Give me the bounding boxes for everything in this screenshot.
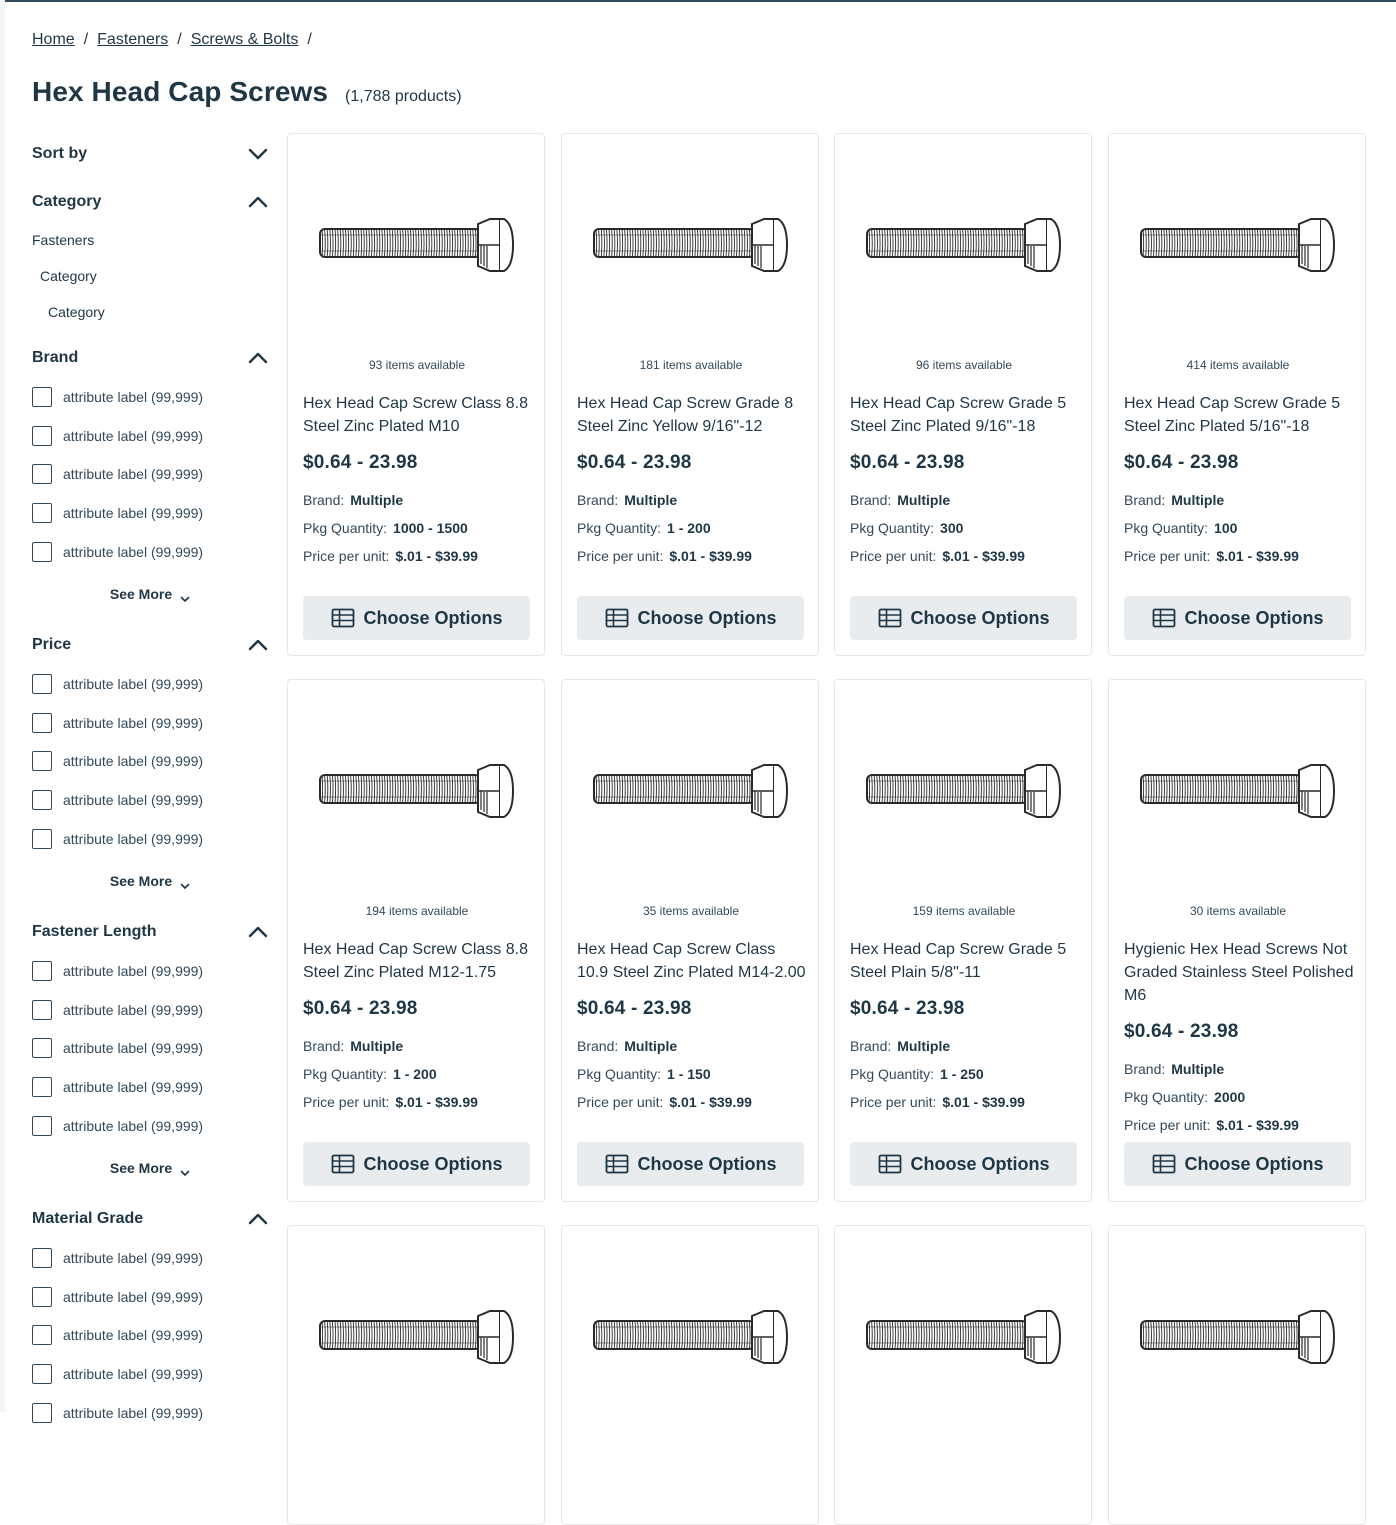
brand-label: Brand:	[850, 492, 892, 508]
product-name[interactable]: Hex Head Cap Screw Grade 5 Steel Zinc Plated 9/16"-18	[850, 395, 1067, 435]
unit-price-value: $.01 - $39.99	[942, 1094, 1025, 1110]
unit-price-label: Price per unit:	[1124, 548, 1211, 564]
facet-option-label: attribute label (99,999)	[63, 1117, 204, 1134]
top-border	[0, 0, 1396, 2]
facet-option-label: attribute label (99,999)	[63, 1288, 204, 1305]
brand-value: Multiple	[624, 492, 678, 508]
pkg-qty-value: 1 - 250	[940, 1066, 984, 1082]
availability-text: 30 items available	[1189, 904, 1287, 918]
table-grid-icon	[605, 1154, 629, 1174]
brand-row	[1124, 492, 1224, 508]
brand-row	[850, 492, 950, 508]
checkbox[interactable]	[32, 751, 52, 771]
brand-row	[577, 492, 677, 508]
chevron-down-icon	[180, 877, 190, 884]
brand-label: Brand:	[577, 492, 619, 508]
checkbox[interactable]	[32, 1325, 52, 1345]
facet-option-label: attribute label (99,999)	[63, 830, 204, 847]
pkg-qty-row	[303, 1066, 437, 1082]
facet-option[interactable]	[32, 1068, 268, 1107]
product-price: $0.64 - 23.98	[577, 452, 692, 473]
checkbox[interactable]	[32, 503, 52, 523]
see-more-label: See More	[109, 1159, 173, 1176]
facet-option-label: attribute label (99,999)	[63, 963, 204, 980]
pkg-qty-row	[1124, 1089, 1245, 1105]
product-card[interactable]	[561, 679, 819, 1202]
checkbox[interactable]	[32, 1038, 52, 1058]
facet-option-label: attribute label (99,999)	[63, 1250, 204, 1267]
category-label: Category	[32, 193, 102, 210]
see-more-button[interactable]	[32, 858, 268, 904]
checkbox[interactable]	[32, 674, 52, 694]
facet-option-label: attribute label (99,999)	[63, 1001, 204, 1018]
pkg-qty-label: Pkg Quantity:	[850, 1066, 935, 1082]
breadcrumb	[32, 31, 321, 49]
pkg-qty-row	[1124, 520, 1237, 536]
facet-group	[32, 338, 268, 617]
chevron-up-icon	[248, 196, 268, 208]
unit-price-label: Price per unit:	[1124, 1117, 1211, 1133]
choose-options-label: Choose Options	[637, 607, 777, 628]
unit-price-value: $.01 - $39.99	[1216, 1117, 1299, 1133]
pkg-qty-value: 1 - 200	[667, 520, 711, 536]
product-card[interactable]	[1108, 1225, 1366, 1525]
category-item[interactable]: Category	[48, 304, 105, 320]
unit-price-row	[577, 548, 752, 564]
product-name[interactable]: Hygienic Hex Head Screws Not Graded Stainless Steel Polished M6	[1124, 941, 1354, 1004]
facet-option-label: attribute label (99,999)	[63, 1079, 204, 1096]
breadcrumb-screws-bolts[interactable]: Screws & Bolts	[190, 31, 299, 48]
unit-price-value: $.01 - $39.99	[669, 1094, 752, 1110]
product-price: $0.64 - 23.98	[303, 998, 418, 1019]
chevron-up-icon	[248, 352, 268, 364]
pkg-qty-value: 300	[940, 520, 964, 536]
see-more-label: See More	[109, 585, 173, 602]
left-gutter	[0, 0, 5, 1412]
facet-group	[32, 1199, 268, 1432]
facet-option-label: attribute label (99,999)	[63, 389, 204, 406]
pkg-qty-label: Pkg Quantity:	[1124, 1089, 1209, 1105]
product-name[interactable]: Hex Head Cap Screw Class 8.8 Steel Zinc Plated M10	[303, 395, 528, 435]
choose-options-button[interactable]	[1124, 1142, 1351, 1186]
facet-option[interactable]	[32, 991, 268, 1030]
unit-price-label: Price per unit:	[577, 1094, 664, 1110]
product-image[interactable]	[1109, 1226, 1367, 1446]
availability-text: 159 items available	[912, 904, 1016, 918]
table-grid-icon	[331, 608, 355, 628]
choose-options-label: Choose Options	[363, 607, 503, 628]
facet-option[interactable]	[32, 819, 268, 858]
product-card[interactable]	[834, 679, 1092, 1202]
brand-value: Multiple	[1171, 492, 1225, 508]
product-card[interactable]	[834, 1225, 1092, 1525]
product-name[interactable]: Hex Head Cap Screw Grade 5 Steel Plain 5/8"-11	[850, 941, 1067, 981]
choose-options-label: Choose Options	[910, 607, 1050, 628]
facet-toggle[interactable]	[32, 912, 268, 952]
brand-label: Brand:	[1124, 1061, 1166, 1077]
facet-option[interactable]	[32, 417, 268, 456]
brand-row	[1124, 1061, 1224, 1077]
pkg-qty-row	[850, 520, 963, 536]
product-image[interactable]	[1109, 134, 1367, 354]
checkbox[interactable]	[32, 713, 52, 733]
product-image[interactable]	[562, 680, 820, 900]
unit-price-row	[577, 1094, 752, 1110]
unit-price-label: Price per unit:	[303, 1094, 390, 1110]
product-name[interactable]: Hex Head Cap Screw Grade 8 Steel Zinc Yellow 9/16"-12	[577, 395, 794, 435]
checkbox[interactable]	[32, 1287, 52, 1307]
facet-option-label: attribute label (99,999)	[63, 543, 204, 560]
facet-option-label: attribute label (99,999)	[63, 1327, 204, 1344]
table-grid-icon	[331, 1154, 355, 1174]
brand-label: Brand:	[303, 492, 345, 508]
pkg-qty-value: 2000	[1214, 1089, 1246, 1105]
checkbox[interactable]	[32, 426, 52, 446]
sort-by-toggle[interactable]	[32, 134, 268, 174]
choose-options-label: Choose Options	[363, 1153, 503, 1174]
facet-option[interactable]	[32, 742, 268, 781]
product-price: $0.64 - 23.98	[850, 452, 965, 473]
table-grid-icon	[605, 608, 629, 628]
product-name[interactable]: Hex Head Cap Screw Grade 5 Steel Zinc Plated 5/16"-18	[1124, 395, 1341, 435]
table-grid-icon	[878, 1154, 902, 1174]
choose-options-label: Choose Options	[637, 1153, 777, 1174]
facet-group	[32, 625, 268, 904]
brand-value: Multiple	[1171, 1061, 1225, 1077]
category-toggle[interactable]	[32, 182, 268, 222]
product-price: $0.64 - 23.98	[1124, 1021, 1239, 1042]
checkbox[interactable]	[32, 464, 52, 484]
facet-option[interactable]	[32, 1316, 268, 1355]
brand-row	[303, 492, 403, 508]
breadcrumb-fasteners[interactable]: Fasteners	[97, 31, 169, 48]
unit-price-row	[1124, 548, 1299, 564]
facet-option[interactable]	[32, 665, 268, 704]
chevron-down-icon	[248, 148, 268, 160]
brand-label: Brand:	[577, 1038, 619, 1054]
product-image[interactable]	[288, 1226, 546, 1446]
product-price: $0.64 - 23.98	[1124, 452, 1239, 473]
unit-price-row	[303, 1094, 478, 1110]
unit-price-label: Price per unit:	[577, 548, 664, 564]
pkg-qty-label: Pkg Quantity:	[850, 520, 935, 536]
facet-option[interactable]	[32, 494, 268, 533]
product-card[interactable]	[561, 1225, 819, 1525]
unit-price-row	[1124, 1117, 1299, 1133]
unit-price-value: $.01 - $39.99	[395, 548, 478, 564]
see-more-button[interactable]	[32, 1145, 268, 1191]
facet-option[interactable]	[32, 1355, 268, 1394]
facet-label: Brand	[32, 349, 79, 366]
choose-options-button[interactable]	[850, 596, 1077, 640]
choose-options-label: Choose Options	[910, 1153, 1050, 1174]
unit-price-label: Price per unit:	[850, 548, 937, 564]
facet-option[interactable]	[32, 1393, 268, 1432]
product-image[interactable]	[288, 680, 546, 900]
pkg-qty-label: Pkg Quantity:	[1124, 520, 1209, 536]
checkbox[interactable]	[32, 1248, 52, 1268]
breadcrumb-separator: /	[177, 31, 182, 48]
facet-option-label: attribute label (99,999)	[63, 1040, 204, 1057]
facet-option[interactable]	[32, 532, 268, 571]
availability-text: 35 items available	[642, 904, 740, 918]
product-card[interactable]	[834, 133, 1092, 656]
facet-option[interactable]	[32, 1278, 268, 1317]
product-image[interactable]	[835, 1226, 1093, 1446]
checkbox[interactable]	[32, 542, 52, 562]
brand-row	[303, 1038, 403, 1054]
checkbox[interactable]	[32, 387, 52, 407]
product-price: $0.64 - 23.98	[577, 998, 692, 1019]
pkg-qty-label: Pkg Quantity:	[577, 520, 662, 536]
facet-label: Fastener Length	[32, 922, 157, 940]
availability-text: 96 items available	[915, 358, 1013, 372]
facet-option-label: attribute label (99,999)	[63, 466, 204, 483]
see-more-label: See More	[109, 872, 173, 889]
pkg-qty-value: 1000 - 1500	[393, 520, 468, 536]
choose-options-button[interactable]	[1124, 596, 1351, 640]
product-name[interactable]: Hex Head Cap Screw Class 8.8 Steel Zinc Plated M12-1.75	[303, 941, 528, 981]
see-more-button[interactable]	[32, 571, 268, 617]
facet-group	[32, 912, 268, 1191]
availability-text: 194 items available	[365, 904, 469, 918]
availability-text: 93 items available	[368, 358, 466, 372]
unit-price-value: $.01 - $39.99	[1216, 548, 1299, 564]
facet-option[interactable]	[32, 378, 268, 417]
pkg-qty-value: 1 - 200	[393, 1066, 437, 1082]
facet-option[interactable]	[32, 455, 268, 494]
facet-option-label: attribute label (99,999)	[63, 676, 204, 693]
sort-by-label: Sort by	[32, 145, 88, 162]
product-image[interactable]	[562, 134, 820, 354]
unit-price-value: $.01 - $39.99	[669, 548, 752, 564]
pkg-qty-value: 100	[1214, 520, 1238, 536]
choose-options-button[interactable]	[577, 596, 804, 640]
checkbox[interactable]	[32, 1403, 52, 1423]
table-grid-icon	[1152, 608, 1176, 628]
unit-price-label: Price per unit:	[850, 1094, 937, 1110]
chevron-up-icon	[248, 926, 268, 938]
facet-option-label: attribute label (99,999)	[63, 505, 204, 522]
facet-toggle[interactable]	[32, 625, 268, 665]
facet-label: Material Grade	[32, 1209, 144, 1227]
product-name[interactable]: Hex Head Cap Screw Class 10.9 Steel Zinc Plated M14-2.00	[577, 941, 806, 981]
unit-price-value: $.01 - $39.99	[395, 1094, 478, 1110]
brand-value: Multiple	[624, 1038, 678, 1054]
table-grid-icon	[878, 608, 902, 628]
unit-price-row	[850, 548, 1025, 564]
brand-row	[577, 1038, 677, 1054]
availability-text: 181 items available	[639, 358, 743, 372]
product-count: (1,788 products)	[345, 88, 462, 105]
facet-option[interactable]	[32, 1239, 268, 1278]
facet-option-label: attribute label (99,999)	[63, 753, 204, 770]
facet-option-label: attribute label (99,999)	[63, 1365, 204, 1382]
brand-label: Brand:	[850, 1038, 892, 1054]
table-grid-icon	[1152, 1154, 1176, 1174]
facet-option[interactable]	[32, 1106, 268, 1145]
product-price: $0.64 - 23.98	[850, 998, 965, 1019]
facet-option[interactable]	[32, 952, 268, 991]
facet-option[interactable]	[32, 781, 268, 820]
choose-options-button[interactable]	[303, 596, 530, 640]
pkg-qty-label: Pkg Quantity:	[577, 1066, 662, 1082]
brand-value: Multiple	[350, 1038, 404, 1054]
brand-row	[850, 1038, 950, 1054]
chevron-up-icon	[248, 1213, 268, 1225]
category-item-fasteners[interactable]: Fasteners	[32, 232, 95, 248]
product-card[interactable]	[287, 1225, 545, 1525]
facet-toggle[interactable]	[32, 1199, 268, 1239]
brand-value: Multiple	[897, 492, 951, 508]
product-image[interactable]	[562, 1226, 820, 1446]
page-title: Hex Head Cap Screws	[32, 76, 329, 107]
brand-value: Multiple	[350, 492, 404, 508]
unit-price-label: Price per unit:	[303, 548, 390, 564]
filter-sidebar	[32, 134, 268, 1432]
checkbox[interactable]	[32, 1116, 52, 1136]
facet-option-label: attribute label (99,999)	[63, 1404, 204, 1421]
pkg-qty-label: Pkg Quantity:	[303, 1066, 388, 1082]
pkg-qty-label: Pkg Quantity:	[303, 520, 388, 536]
facet-label: Price	[32, 635, 72, 653]
breadcrumb-home[interactable]: Home	[32, 31, 75, 48]
product-card[interactable]	[1108, 679, 1366, 1202]
choose-options-button[interactable]	[850, 1142, 1077, 1186]
checkbox[interactable]	[32, 1364, 52, 1384]
pkg-qty-row	[577, 520, 711, 536]
product-image[interactable]	[1109, 680, 1367, 900]
brand-label: Brand:	[303, 1038, 345, 1054]
pkg-qty-row	[850, 1066, 984, 1082]
category-item[interactable]: Category	[40, 268, 97, 284]
choose-options-button[interactable]	[303, 1142, 530, 1186]
product-image[interactable]	[288, 134, 546, 354]
facet-option-label: attribute label (99,999)	[63, 427, 204, 444]
unit-price-value: $.01 - $39.99	[942, 548, 1025, 564]
product-card[interactable]	[561, 133, 819, 656]
breadcrumb-separator: /	[83, 31, 89, 48]
choose-options-label: Choose Options	[1184, 1153, 1324, 1174]
choose-options-button[interactable]	[577, 1142, 804, 1186]
brand-label: Brand:	[1124, 492, 1166, 508]
facet-list	[32, 338, 268, 1432]
checkbox[interactable]	[32, 1077, 52, 1097]
chevron-down-icon	[180, 590, 190, 597]
checkbox[interactable]	[32, 961, 52, 981]
product-price: $0.64 - 23.98	[303, 452, 418, 473]
pkg-qty-row	[577, 1066, 711, 1082]
chevron-up-icon	[248, 639, 268, 651]
facet-option[interactable]	[32, 704, 268, 743]
availability-text: 414 items available	[1186, 358, 1290, 372]
unit-price-row	[850, 1094, 1025, 1110]
facet-toggle[interactable]	[32, 338, 268, 378]
chevron-down-icon	[180, 1164, 190, 1171]
product-card[interactable]	[1108, 133, 1366, 656]
pkg-qty-row	[303, 520, 468, 536]
checkbox[interactable]	[32, 829, 52, 849]
checkbox[interactable]	[32, 790, 52, 810]
product-image[interactable]	[835, 134, 1093, 354]
facet-option-label: attribute label (99,999)	[63, 792, 204, 809]
breadcrumb-separator: /	[307, 31, 312, 48]
product-card[interactable]	[287, 133, 545, 656]
brand-value: Multiple	[897, 1038, 951, 1054]
choose-options-label: Choose Options	[1184, 607, 1324, 628]
facet-option[interactable]	[32, 1029, 268, 1068]
product-card[interactable]	[287, 679, 545, 1202]
unit-price-row	[303, 548, 478, 564]
facet-option-label: attribute label (99,999)	[63, 714, 204, 731]
pkg-qty-value: 1 - 150	[667, 1066, 711, 1082]
title-row	[32, 76, 462, 108]
product-image[interactable]	[835, 680, 1093, 900]
checkbox[interactable]	[32, 1000, 52, 1020]
